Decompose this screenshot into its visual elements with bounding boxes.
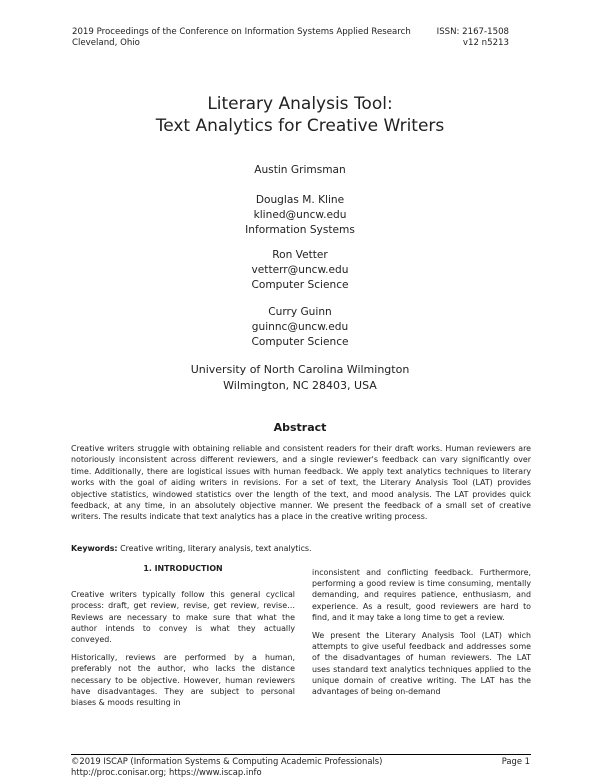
copyright: ©2019 ISCAP (Information Systems & Computing Academic Professionals): [71, 756, 382, 767]
paragraph: We present the Literary Analysis Tool (LAT) which attempts to give useful feedback and addresses some of the disadvantages of human reviewers. The LAT uses standard text analytics techniques applied to the unique domain of creative writing. The LAT has the advantages of being on-demand: [312, 630, 531, 697]
author-name: Austin Grimsman: [0, 163, 600, 178]
title-line-1: Literary Analysis Tool:: [0, 93, 600, 115]
conference-name: 2019 Proceedings of the Conference on Information Systems Applied Research: [72, 27, 411, 38]
footer-left: [71, 756, 382, 777]
paper-title: [0, 93, 600, 137]
author-name: Curry Guinn: [0, 305, 600, 320]
paragraph: Historically, reviews are performed by a human, preferably not the author, who lacks the distance necessary to be objective. However, human reviewers have disadvantages. They are subject to personal biases & moods resulting in: [71, 652, 295, 708]
footer-divider: [71, 754, 531, 755]
abstract-text: Creative writers struggle with obtaining reliable and consistent readers for their draft works. Human reviewers are notoriously inconsistent across different reviewers, and a single reviewer's feedback can vary significantly over time. Additionally, there are logistical issues with human feedback. We apply text analytics techniques to literary works with the goal of aiding writers in revisions. For a set of text, the Literary Analysis Tool (LAT) provides objective statistics, windowed statistics over the length of the text, and mood analysis. The LAT provides quick feedback, at any time, in an absolutely objective manner. We present the feedback of a small set of creative writers. The results indicate that text analytics has a place in the creative writing process.: [71, 443, 531, 523]
abstract-heading: Abstract: [0, 421, 600, 434]
running-header-right: [437, 27, 509, 49]
right-column: [312, 567, 531, 704]
author-email[interactable]: guinnc@uncw.edu: [0, 320, 600, 335]
paragraph: Creative writers typically follow this general cyclical process: draft, get review, revise, get review, revise… Reviews are necessary to make sure that what the author intends to convey is what they actually conveyed.: [71, 589, 295, 645]
author-department: Computer Science: [0, 335, 600, 350]
footer-links[interactable]: http://proc.conisar.org; https://www.iscap.info: [71, 767, 382, 777]
keywords: [71, 543, 312, 554]
author-block-4: [0, 305, 600, 350]
author-email[interactable]: vetterr@uncw.edu: [0, 263, 600, 278]
page-number: Page 1: [502, 756, 530, 767]
paragraph: inconsistent and conflicting feedback. Furthermore, performing a good review is time consuming, mentally demanding, and requires patience, enthusiasm, and experience. As a result, good reviewers are hard to find, and it may take a long time to get a review.: [312, 567, 531, 623]
author-department: Computer Science: [0, 278, 600, 293]
affiliation: [0, 362, 600, 393]
university-address: Wilmington, NC 28403, USA: [0, 378, 600, 394]
author-department: Information Systems: [0, 223, 600, 238]
section-heading: 1. INTRODUCTION: [71, 563, 295, 574]
keywords-label: Keywords:: [71, 544, 118, 553]
conference-location: Cleveland, Ohio: [72, 38, 411, 49]
author-name: Douglas M. Kline: [0, 193, 600, 208]
author-name: Ron Vetter: [0, 248, 600, 263]
left-column: [71, 563, 295, 715]
author-block-1: [0, 163, 600, 178]
issn: ISSN: 2167-1508: [437, 27, 509, 38]
volume-number: v12 n5213: [437, 38, 509, 49]
author-block-3: [0, 248, 600, 293]
university: University of North Carolina Wilmington: [0, 362, 600, 378]
author-block-2: [0, 193, 600, 238]
keywords-text: Creative writing, literary analysis, text analytics.: [118, 544, 312, 553]
author-email[interactable]: klined@uncw.edu: [0, 208, 600, 223]
running-header-left: [72, 27, 411, 49]
title-line-2: Text Analytics for Creative Writers: [0, 115, 600, 137]
